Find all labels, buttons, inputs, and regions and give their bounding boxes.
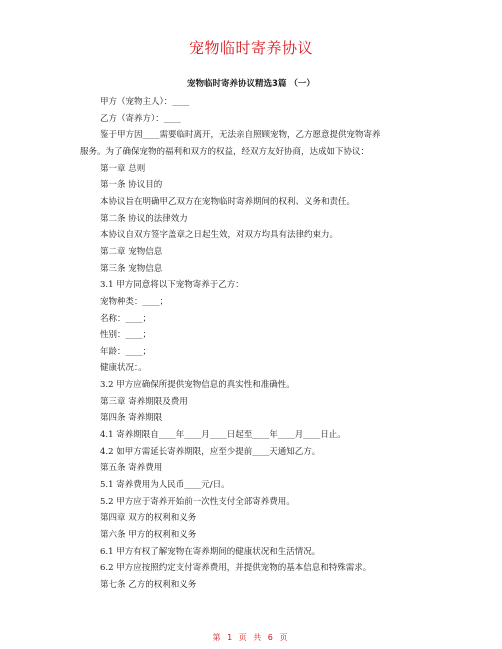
article-1-heading: 第一条 协议目的 — [100, 180, 163, 190]
article-7-heading: 第七条 乙方的权利和义务 — [100, 580, 197, 590]
article-5-heading: 第五条 寄养费用 — [100, 463, 163, 473]
chapter-3-heading: 第三章 寄养期限及费用 — [100, 397, 188, 407]
page-footer: 第 1 页 共 6 页 — [212, 633, 290, 642]
article-3-heading: 第三条 宠物信息 — [100, 264, 163, 274]
article-4-heading: 第四条 寄养期限 — [100, 413, 163, 423]
chapter-4-heading: 第四章 双方的权利和义务 — [100, 513, 197, 523]
document-title: 宠物临时寄养协议 — [188, 39, 313, 57]
clause-3-1: 3.1 甲方同意将以下宠物寄养于乙方： — [100, 280, 244, 290]
clause-5-1: 5.1 寄养费用为人民币____元/日。 — [100, 480, 230, 490]
party-b-line: 乙方（寄养方）：____ — [100, 114, 181, 124]
clause-6-1: 6.1 甲方有权了解宠物在寄养期间的健康状况和生活情况。 — [100, 547, 321, 557]
pet-species-line: 宠物种类：____； — [100, 297, 169, 307]
article-2-heading: 第二条 协议的法律效力 — [100, 214, 188, 224]
clause-4-1: 4.1 寄养期限自____年____月____日起至____年____月____日止。 — [100, 430, 346, 440]
party-a-line: 甲方（宠物主人）：____ — [100, 97, 190, 107]
article-1-text: 本协议旨在明确甲乙双方在宠物临时寄养期间的权利、义务和责任。 — [100, 197, 356, 207]
document-subtitle: 宠物临时寄养协议精选3篇 （一） — [187, 79, 315, 89]
pet-health-line: 健康状况：。 — [100, 363, 147, 373]
article-6-heading: 第六条 甲方的权利和义务 — [100, 530, 197, 540]
clause-6-2: 6.2 甲方应按照约定支付寄养费用，并提供宠物的基本信息和特殊需求。 — [100, 563, 372, 573]
clause-4-2: 4.2 如甲方需延长寄养期限，应至少提前____天通知乙方。 — [100, 447, 321, 457]
clause-3-2: 3.2 甲方应确保所提供宠物信息的真实性和准确性。 — [100, 380, 295, 390]
chapter-1-heading: 第一章 总则 — [100, 164, 146, 174]
clause-5-2: 5.2 甲方应于寄养开始前一次性支付全部寄养费用。 — [100, 497, 295, 507]
pet-name-line: 名称：____； — [100, 314, 152, 324]
pet-age-line: 年龄：____； — [100, 347, 152, 357]
chapter-2-heading: 第二章 宠物信息 — [100, 247, 163, 257]
pet-gender-line: 性别：____； — [100, 330, 152, 340]
preamble-line-2: 服务。为了确保宠物的福利和双方的权益，经双方友好协商，达成如下协议： — [80, 147, 370, 157]
article-2-text: 本协议自双方签字盖章之日起生效，对双方均具有法律约束力。 — [100, 230, 339, 240]
preamble-line-1: 鉴于甲方因____需要临时离开，无法亲自照顾宠物，乙方愿意提供宠物寄养 — [100, 130, 381, 140]
